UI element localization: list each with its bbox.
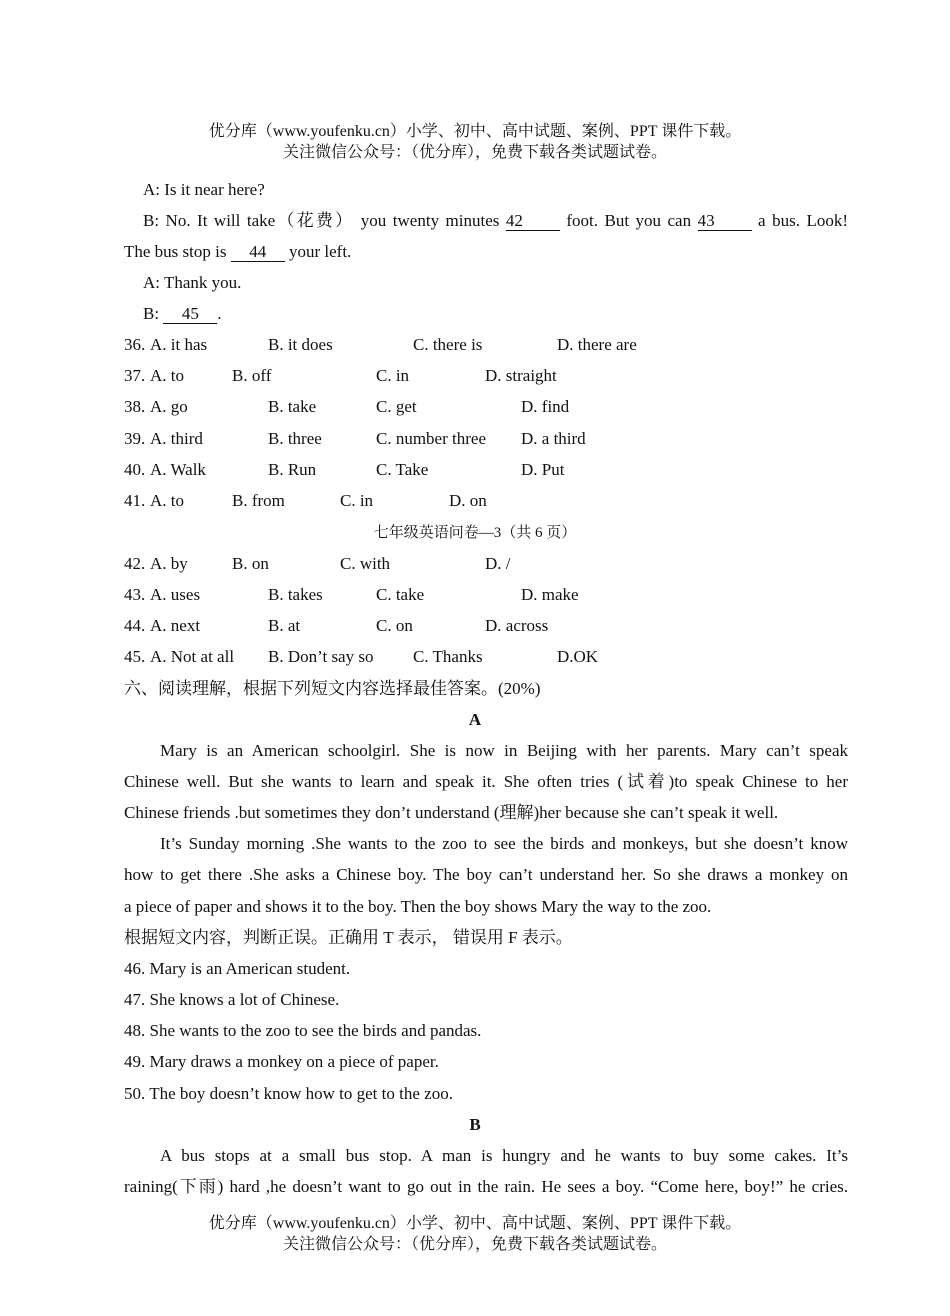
option-c[interactable]: C. there is: [413, 335, 483, 354]
question-number: 45.: [124, 647, 146, 666]
question-row: [124, 396, 848, 418]
option-c[interactable]: C. get: [376, 397, 417, 416]
question-row: [124, 553, 848, 575]
blank-43[interactable]: 43: [698, 212, 752, 231]
question-number: 41.: [124, 491, 146, 510]
question-number: 43.: [124, 585, 146, 604]
dialogue-b2-part2: your left.: [284, 242, 352, 261]
option-b[interactable]: B. Run: [268, 460, 317, 479]
question-number: 44.: [124, 616, 146, 635]
option-c[interactable]: C. with: [340, 554, 391, 573]
passage-b-heading: B: [469, 1115, 481, 1134]
question-row: [124, 334, 848, 356]
passage-a-line: It’s Sunday morning .She wants to the zoo to see the birds and monkeys, but she doesn’t know: [160, 834, 848, 853]
dialogue-b3-suffix: .: [217, 304, 222, 323]
question-row: [124, 459, 848, 481]
option-c[interactable]: C. number three: [376, 429, 486, 448]
passage-a-heading: A: [468, 710, 482, 729]
option-a[interactable]: A. next: [150, 616, 201, 635]
option-d[interactable]: D. make: [521, 585, 579, 604]
dialogue-b1: [143, 210, 848, 232]
question-number: 36.: [124, 335, 146, 354]
option-b[interactable]: B. Don’t say so: [268, 647, 374, 666]
page-number-label: 七年级英语问卷—3（共 6 页）: [373, 525, 577, 541]
option-b[interactable]: B. it does: [268, 335, 333, 354]
question-row: [124, 584, 848, 606]
statement-item: 47. She knows a lot of Chinese.: [124, 990, 340, 1009]
option-c[interactable]: C. in: [340, 491, 374, 510]
option-a[interactable]: A. uses: [150, 585, 201, 604]
question-row: [124, 490, 848, 512]
option-c[interactable]: C. Thanks: [413, 647, 483, 666]
option-a[interactable]: A. third: [150, 429, 203, 448]
option-c[interactable]: C. on: [376, 616, 413, 635]
option-d[interactable]: D. there are: [557, 335, 637, 354]
option-a[interactable]: A. to: [150, 491, 184, 510]
option-b[interactable]: B. off: [232, 366, 272, 385]
passage-b-line: raining(下雨) hard ,he doesn’t want to go out in the rain. He sees a boy. “Come here, boy!” he cries.: [124, 1177, 848, 1196]
dialogue-b3-prefix: B:: [143, 304, 164, 323]
option-d[interactable]: D. a third: [521, 429, 586, 448]
option-a[interactable]: A. go: [150, 397, 188, 416]
option-a[interactable]: A. to: [150, 366, 184, 385]
option-d[interactable]: D. find: [521, 397, 570, 416]
dialogue-a2: A: Thank you.: [143, 273, 242, 292]
option-d[interactable]: D. /: [485, 554, 511, 573]
statement-item: 48. She wants to the zoo to see the birds and pandas.: [124, 1021, 482, 1040]
option-d[interactable]: D. on: [449, 491, 487, 510]
option-b[interactable]: B. take: [268, 397, 317, 416]
dialogue-b1-part2: foot. But you can: [559, 211, 698, 230]
question-number: 38.: [124, 397, 146, 416]
dialogue-b1-part3: a bus. Look!: [751, 211, 848, 230]
option-b[interactable]: B. three: [268, 429, 322, 448]
section-title: 六、阅读理解，根据下列短文内容选择最佳答案。(20%): [124, 679, 541, 698]
blank-45[interactable]: 45: [163, 305, 217, 324]
passage-a-line: Mary is an American schoolgirl. She is now in Beijing with her parents. Mary can’t speak: [160, 741, 848, 760]
passage-a-line: a piece of paper and shows it to the boy. Then the boy shows Mary the way to the zoo.: [124, 897, 712, 916]
question-row: [124, 365, 848, 387]
question-number: 37.: [124, 366, 146, 385]
question-number: 39.: [124, 429, 146, 448]
footer-line-1: 优分库（www.youfenku.cn）小学、初中、高中试题、案例、PPT 课件下载。: [208, 1215, 742, 1232]
dialogue-a1: A: Is it near here?: [143, 180, 265, 199]
dialogue-b2-part1: The bus stop is: [124, 242, 231, 261]
option-b[interactable]: B. on: [232, 554, 269, 573]
question-row: [124, 615, 848, 637]
option-d[interactable]: D.OK: [557, 647, 599, 666]
blank-44[interactable]: 44: [231, 243, 285, 262]
dialogue-b3: [143, 303, 222, 325]
option-a[interactable]: A. Walk: [150, 460, 206, 479]
option-a[interactable]: A. by: [150, 554, 188, 573]
option-d[interactable]: D. across: [485, 616, 549, 635]
statement-item: 50. The boy doesn’t know how to get to the zoo.: [124, 1084, 453, 1103]
statement-item: 46. Mary is an American student.: [124, 959, 351, 978]
header-line-2: 关注微信公众号：（优分库），免费下载各类试题试卷。: [282, 144, 667, 161]
footer-line-2: 关注微信公众号：（优分库），免费下载各类试题试卷。: [282, 1236, 667, 1253]
dialogue-b2: [124, 241, 351, 263]
option-c[interactable]: C. take: [376, 585, 425, 604]
judgement-instruction: 根据短文内容，判断正误。正确用 T 表示， 错误用 F 表示。: [124, 928, 573, 947]
option-b[interactable]: B. from: [232, 491, 285, 510]
option-c[interactable]: C. in: [376, 366, 410, 385]
passage-b-line: A bus stops at a small bus stop. A man is hungry and he wants to buy some cakes. It’s: [160, 1146, 848, 1165]
header-line-1: 优分库（www.youfenku.cn）小学、初中、高中试题、案例、PPT 课件下载。: [208, 123, 742, 140]
option-a[interactable]: A. Not at all: [150, 647, 235, 666]
dialogue-b1-part1: B: No. It will take（花费） you twenty minutes: [143, 211, 506, 230]
option-d[interactable]: D. Put: [521, 460, 565, 479]
option-b[interactable]: B. takes: [268, 585, 323, 604]
passage-a-line: Chinese well. But she wants to learn and speak it. She often tries (试着)to speak Chinese to her: [124, 772, 848, 791]
question-row: [124, 646, 848, 668]
question-row: [124, 428, 848, 450]
blank-42[interactable]: 42: [506, 212, 560, 231]
option-b[interactable]: B. at: [268, 616, 301, 635]
question-number: 42.: [124, 554, 146, 573]
option-d[interactable]: D. straight: [485, 366, 557, 385]
passage-a-line: Chinese friends .but sometimes they don’t understand (理解)her because she can’t speak it well.: [124, 803, 779, 822]
option-c[interactable]: C. Take: [376, 460, 429, 479]
statement-item: 49. Mary draws a monkey on a piece of paper.: [124, 1052, 439, 1071]
question-number: 40.: [124, 460, 146, 479]
option-a[interactable]: A. it has: [150, 335, 208, 354]
passage-a-line: how to get there .She asks a Chinese boy. The boy can’t understand her. So she draws a monkey on: [124, 865, 848, 884]
